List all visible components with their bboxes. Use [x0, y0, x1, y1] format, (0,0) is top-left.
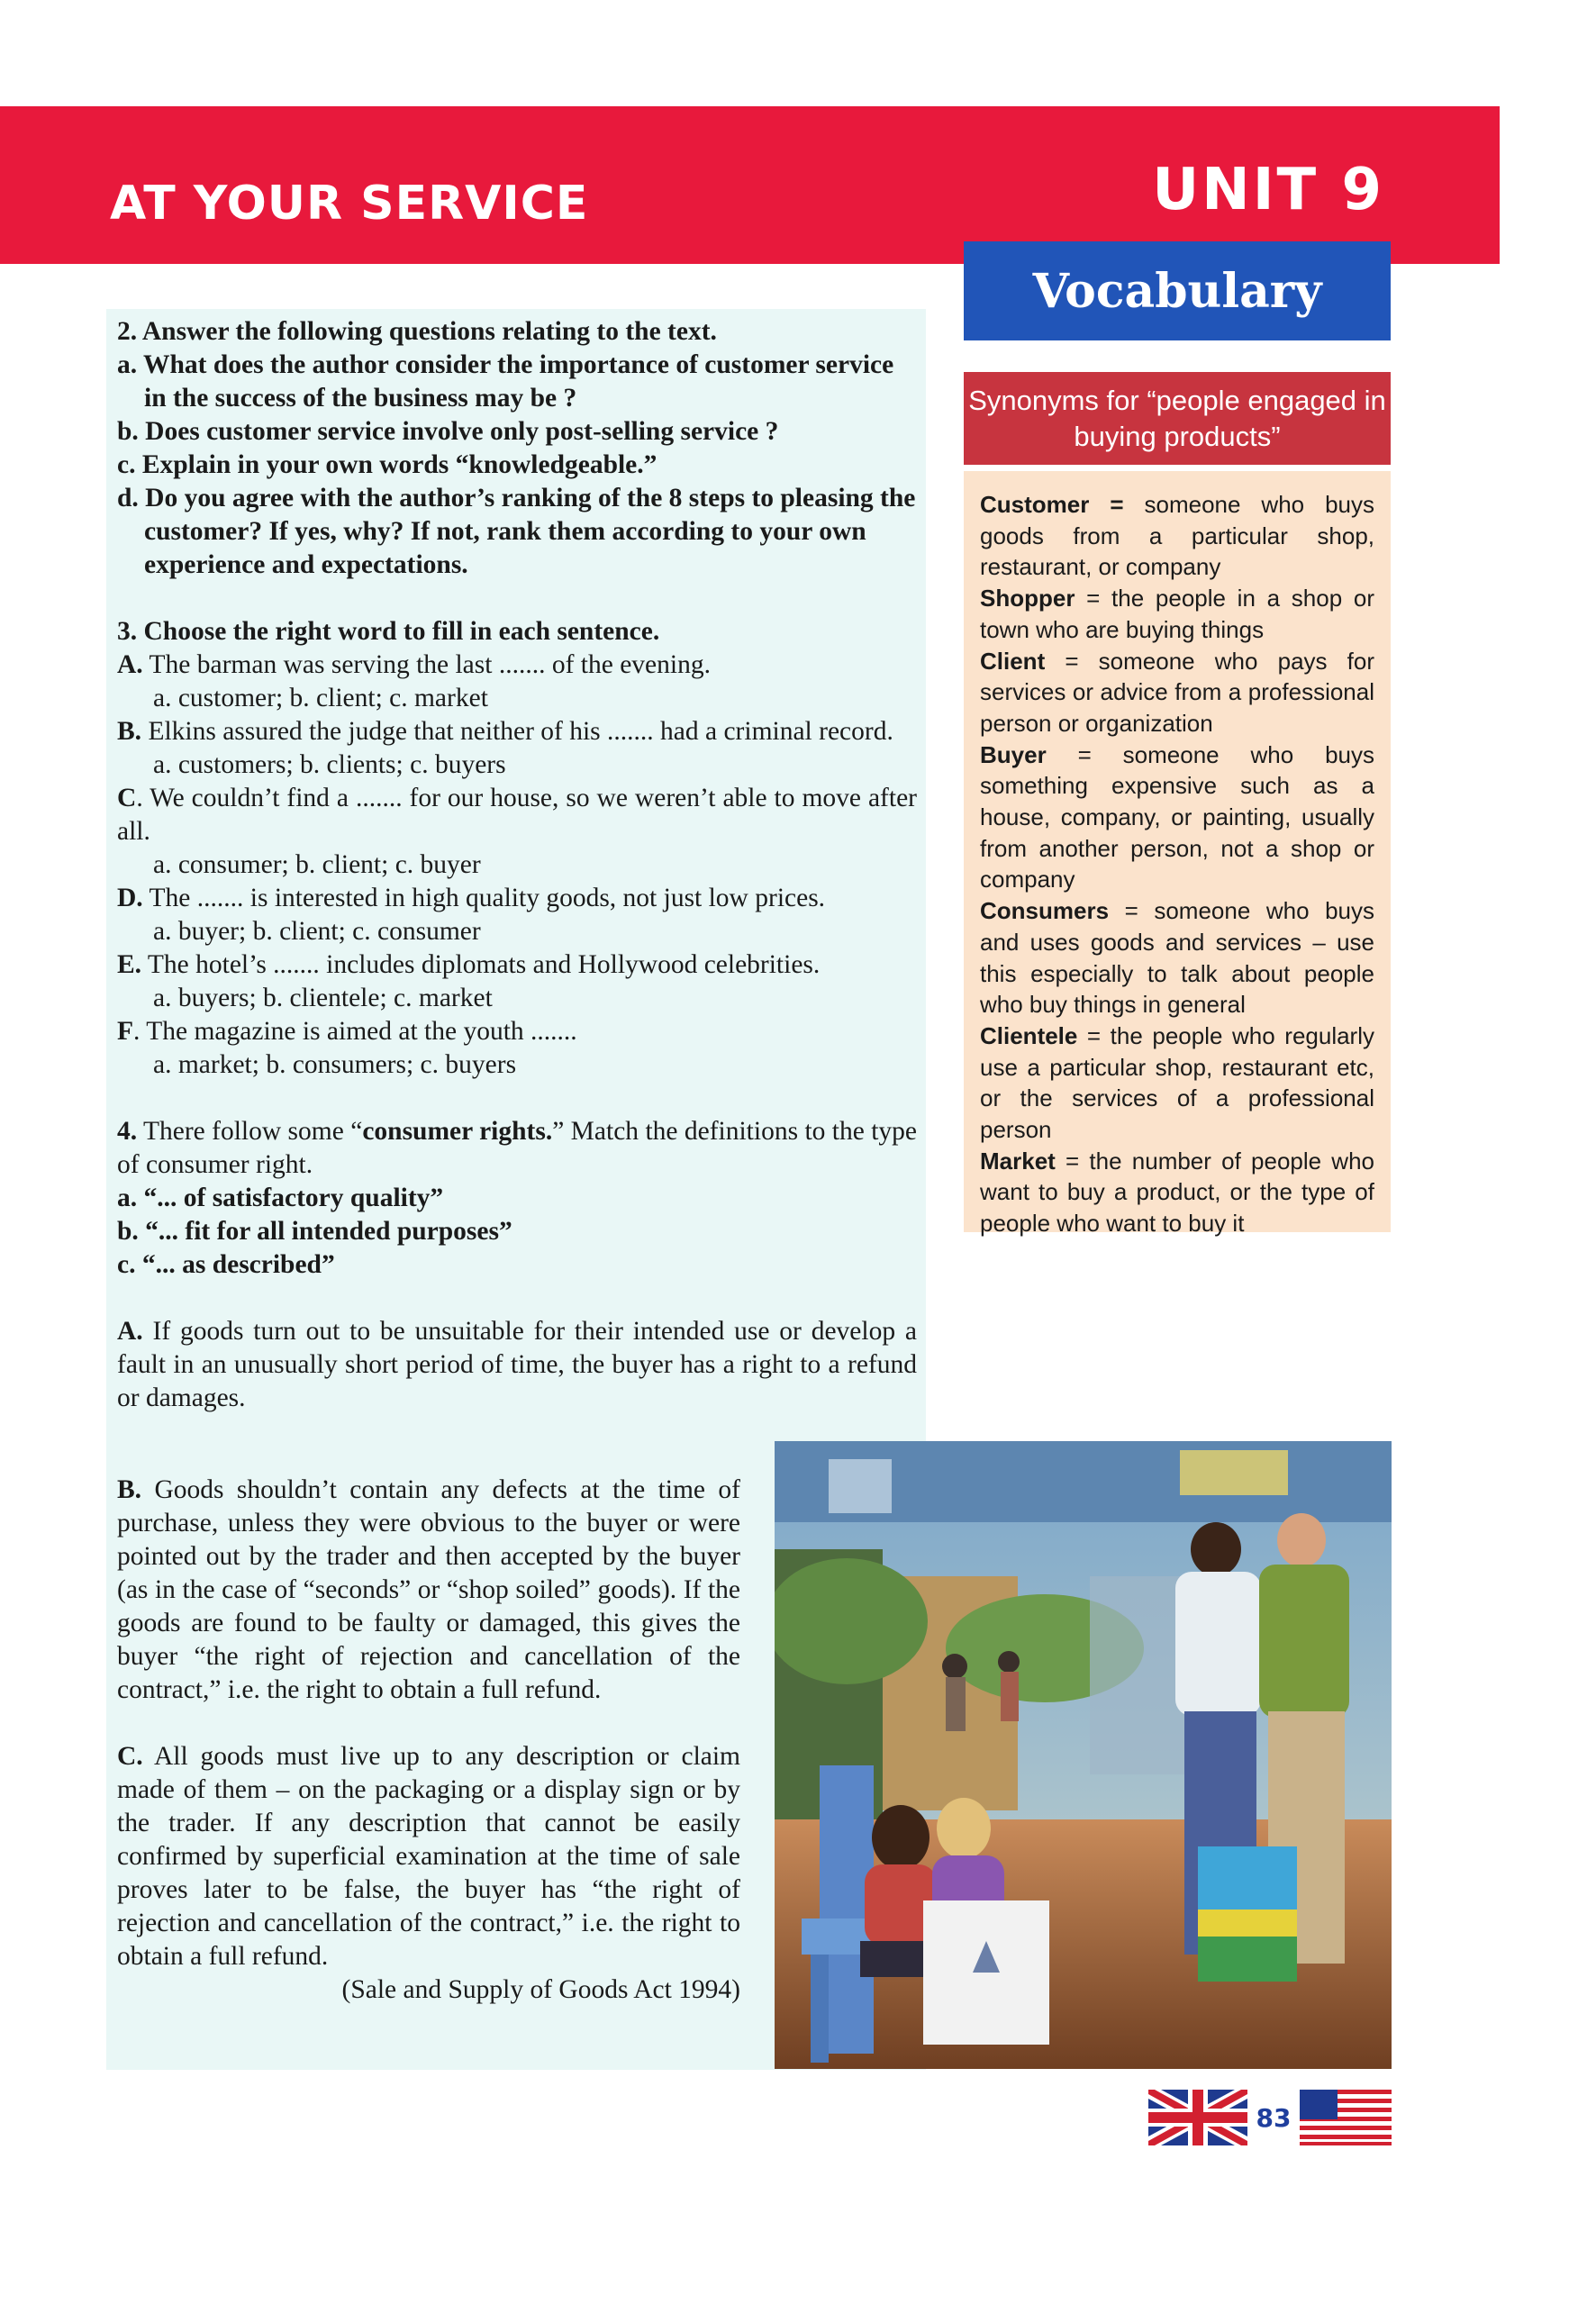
exercise3-options: a. consumer; b. client; c. buyer — [153, 850, 481, 879]
exercise2-question-b: b. Does customer service involve only post-selling service ? — [117, 417, 779, 446]
uk-flag-icon — [1148, 2090, 1247, 2145]
exercise3-options: a. customer; b. client; c. market — [153, 684, 488, 712]
exercise-text-upper — [117, 315, 917, 1415]
chapter-title: AT YOUR SERVICE — [110, 177, 589, 231]
consumer-right-b: b. “... fit for all intended purposes” — [117, 1217, 512, 1246]
exercise3-options: a. buyers; b. clientele; c. market — [153, 984, 493, 1012]
exercise3-options: a. customers; b. clients; c. buyers — [153, 750, 506, 779]
synonym-entry: Customer = someone who buys goods from a particular shop, restaurant, or company — [980, 491, 1374, 581]
exercise3-item: B. Elkins assured the judge that neither of his ....... had a criminal record. — [117, 717, 893, 746]
exercise3-item: F. The magazine is aimed at the youth ....... — [117, 1017, 577, 1046]
definition-a: A. If goods turn out to be unsuitable for their intended use or develop a fault in an unusually short period of time, the buyer has a right to a refund or damages. — [117, 1317, 917, 1412]
exercise3-options: a. buyer; b. client; c. consumer — [153, 917, 481, 946]
exercise3-item: A. The barman was serving the last ....... of the evening. — [117, 650, 711, 679]
exercise3-item: C. We couldn’t find a ....... for our house, so we weren’t able to move after all. — [117, 784, 917, 846]
exercise2-question-c: c. Explain in your own words “knowledgeable.” — [117, 450, 657, 479]
synonyms-list — [980, 489, 1374, 1239]
synonym-entry: Clientele = the people who regularly use a particular shop, restaurant etc, or the services of a professional person — [980, 1021, 1374, 1144]
exercise2-question-d-cont2: experience and expectations. — [144, 550, 468, 579]
consumer-right-c: c. “... as described” — [117, 1250, 335, 1279]
synonym-entry: Buyer = someone who buys something expensive such as a house, company, or painting, usually from another person, not a shop or company — [980, 740, 1374, 893]
exercise3-title: 3. Choose the right word to fill in each sentence. — [117, 617, 660, 646]
consumer-right-a: a. “... of satisfactory quality” — [117, 1184, 444, 1212]
page-number: 83 — [1247, 2096, 1300, 2139]
definition-b: B. Goods shouldn’t contain any defects at the time of purchase, unless they were obvious to the buyer or were pointed out by the trader and then accepted by the buyer (as in the case of “seconds” or “shop soiled” goods). If the goods are found to be faulty or damaged, this gives the buyer “the right of rejection and cancellation of the contract,” i.e. the right to obtain a full refund. — [117, 1475, 740, 1704]
us-flag-icon — [1300, 2090, 1392, 2145]
exercise3-item: D. The ....... is interested in high quality goods, not just low prices. — [117, 884, 826, 912]
exercise4-intro: 4. There follow some “consumer rights.” Match the definitions to the type of consumer right. — [117, 1117, 917, 1179]
synonym-entry: Shopper = the people in a shop or town who are buying things — [980, 585, 1374, 643]
exercise2-question-a-cont: in the success of the business may be ? — [144, 384, 577, 413]
exercise3-options: a. market; b. consumers; c. buyers — [153, 1050, 517, 1079]
synonym-entry: Consumers = someone who buys and uses goods and services – use this especially to talk about people who buy things in general — [980, 897, 1374, 1019]
exercise2-question-a: a. What does the author consider the importance of customer service — [117, 350, 894, 379]
synonym-entry: Client = someone who pays for services or advice from a professional person or organization — [980, 647, 1374, 737]
source-citation: (Sale and Supply of Goods Act 1994) — [341, 1975, 740, 2004]
definition-c: C. All goods must live up to any description or claim made of them – on the packaging or a display sign or by the trader. If any description that cannot be easily confirmed by superficial examination at the time of sale proves later to be false, the buyer has “the right of rejection and cancellation of the contract,” i.e. the right to obtain a full refund. — [117, 1742, 740, 1971]
exercise-text-lower — [117, 1474, 740, 2007]
exercise2-question-d: d. Do you agree with the author’s ranking of the 8 steps to pleasing the — [117, 484, 916, 513]
vocabulary-heading: Vocabulary — [964, 241, 1391, 340]
synonym-entry: Market = the number of people who want to buy a product, or the type of people who want to buy it — [980, 1147, 1374, 1238]
synonyms-title: Synonyms for “people engaged in buying products” — [964, 372, 1391, 465]
exercise3-item: E. The hotel’s ....... includes diplomats and Hollywood celebrities. — [117, 950, 821, 979]
header-banner — [0, 106, 1500, 264]
shopping-mall-photo — [775, 1441, 1392, 2069]
exercise2-question-d-cont: customer? If yes, why? If not, rank them according to your own — [144, 517, 866, 546]
exercise2-title: 2. Answer the following questions relating to the text. — [117, 317, 717, 346]
unit-number: UNIT 9 — [1152, 157, 1384, 223]
